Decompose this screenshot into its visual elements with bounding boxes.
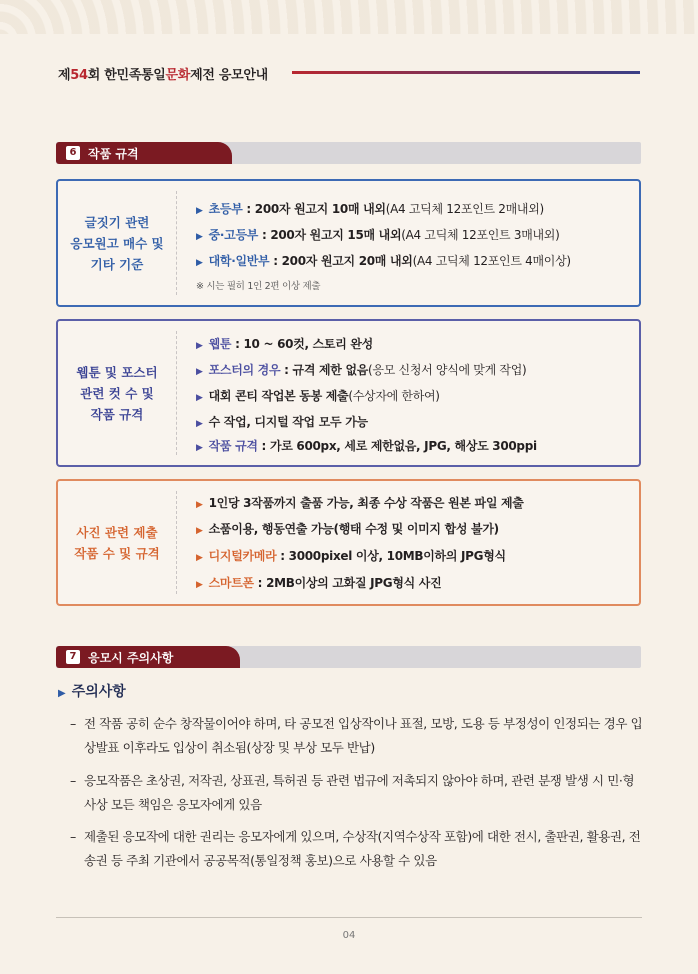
title-suffix: 제전 응모안내 xyxy=(190,68,268,83)
caution-text: 제출된 응모작에 대한 권리는 응모자에게 있으며, 수상작(지역수상작 포함)에 대한 전시, 출판권, 활용권, 전송권 등 주최 기관에서 공공목적(통일정책 홍보)으로 사용할 수 있음 xyxy=(84,829,641,868)
label-line: 기타 기준 xyxy=(90,256,144,272)
caution-text: 전 작품 공히 순수 창작물이어야 하며, 타 공모전 입상작이나 표절, 모방, 도용 등 부정성이 인정되는 경우 입상발표 이후라도 입상이 취소됨(상장 및 부상 모두 반납) xyxy=(84,716,643,755)
arrow-icon: ▶ xyxy=(196,419,203,429)
arrow-icon: ▶ xyxy=(196,258,203,268)
footer-rule xyxy=(56,917,642,918)
section-tab xyxy=(56,646,240,668)
arrow-icon: ▶ xyxy=(196,232,203,242)
arrow-icon: ▶ xyxy=(196,367,203,377)
note-text: ※ 시는 필히 1인 2편 이상 제출 xyxy=(196,281,321,292)
divider xyxy=(176,491,177,594)
spec-item: ▶ 웹툰 : 10 ~ 60컷, 스토리 완성 xyxy=(196,337,373,351)
spec-box-label xyxy=(58,181,176,305)
arrow-icon: ▶ xyxy=(196,443,203,453)
section-title: 응모시 주의사항 xyxy=(88,650,174,665)
page-number: 04 xyxy=(342,930,356,941)
spec-item: ▶ 수 작업, 디지털 작업 모두 가능 xyxy=(196,415,368,429)
section-tab xyxy=(56,142,232,164)
divider xyxy=(176,191,177,295)
dash-bullet: – xyxy=(70,716,76,731)
spec-box-photo xyxy=(56,479,641,606)
dash-bullet: – xyxy=(70,829,76,844)
spec-box-writing xyxy=(56,179,641,307)
title-prefix: 제 xyxy=(58,68,71,83)
caution-subheading-text: 주의사항 xyxy=(71,684,126,700)
spec-item: ▶ 포스터의 경우 : 규격 제한 없음(응모 신청서 양식에 맞게 작업) xyxy=(196,363,527,377)
spec-item: ▶ 초등부 : 200자 원고지 10매 내외(A4 고딕체 12포인트 2매내외) xyxy=(196,202,544,216)
spec-box-label xyxy=(58,321,176,465)
label-line: 작품 규격 xyxy=(90,406,144,422)
label-line: 웹툰 및 포스터 xyxy=(76,364,158,380)
caution-item xyxy=(70,769,644,817)
spec-item: ▶ 스마트폰 : 2MB이상의 고화질 JPG형식 사진 xyxy=(196,576,442,590)
label-line: 사진 관련 제출 xyxy=(76,524,158,540)
label-line: 응모원고 매수 및 xyxy=(70,235,164,251)
spec-item: ▶ 중·고등부 : 200자 원고지 15매 내외(A4 고딕체 12포인트 3매내외) xyxy=(196,228,560,242)
title-mid: 회 한민족통일 xyxy=(87,68,166,83)
arrow-icon: ▶ xyxy=(196,393,203,403)
spec-box-webtoon-poster xyxy=(56,319,641,467)
spec-item: ▶ 대학·일반부 : 200자 원고지 20매 내외(A4 고딕체 12포인트 4매이상) xyxy=(196,254,571,268)
spec-item: ▶ 작품 규격 : 가로 600px, 세로 제한없음, JPG, 해상도 300ppi xyxy=(196,439,537,453)
arrow-icon: ▶ xyxy=(196,526,203,536)
caution-item xyxy=(70,825,644,873)
spec-item: ▶ 대회 콘티 작업본 동봉 제출(수상자에 한하여) xyxy=(196,389,440,403)
section-number: 7 xyxy=(66,650,80,664)
divider xyxy=(176,331,177,455)
arrow-icon: ▶ xyxy=(196,580,203,590)
arrow-icon: ▶ xyxy=(196,206,203,216)
spec-item: ▶ 소품이용, 행동연출 가능(행태 수정 및 이미지 합성 불가) xyxy=(196,522,499,536)
title-highlight: 문화 xyxy=(165,68,191,83)
section-title: 작품 규격 xyxy=(88,146,139,161)
caution-subheading xyxy=(58,681,126,701)
document-title xyxy=(58,64,268,83)
arrow-icon: ▶ xyxy=(196,553,203,563)
section-number: 6 xyxy=(66,146,80,160)
spec-item: ▶ 1인당 3작품까지 출품 가능, 최종 수상 작품은 원본 파일 제출 xyxy=(196,496,524,510)
title-rule xyxy=(292,71,640,74)
title-number: 54 xyxy=(70,68,88,83)
arrow-icon: ▶ xyxy=(196,341,203,351)
arrow-icon: ▶ xyxy=(58,688,66,699)
caution-text: 응모작품은 초상권, 저작권, 상표권, 특허권 등 관련 법규에 저촉되지 않아야 하며, 관련 분쟁 발생 시 민·형사상 모든 책임은 응모자에게 있음 xyxy=(84,773,635,812)
section-header-6 xyxy=(56,142,641,164)
caution-item xyxy=(70,712,644,760)
dash-bullet: – xyxy=(70,773,76,788)
decorative-top-pattern xyxy=(0,0,698,34)
label-line: 관련 컷 수 및 xyxy=(80,385,154,401)
arrow-icon: ▶ xyxy=(196,500,203,510)
section-header-7 xyxy=(56,646,641,668)
label-line: 글짓기 관련 xyxy=(84,214,150,230)
label-line: 작품 수 및 규격 xyxy=(74,545,160,561)
spec-box-label xyxy=(58,481,176,604)
spec-item: ▶ 디지털카메라 : 3000pixel 이상, 10MB이하의 JPG형식 xyxy=(196,549,506,563)
